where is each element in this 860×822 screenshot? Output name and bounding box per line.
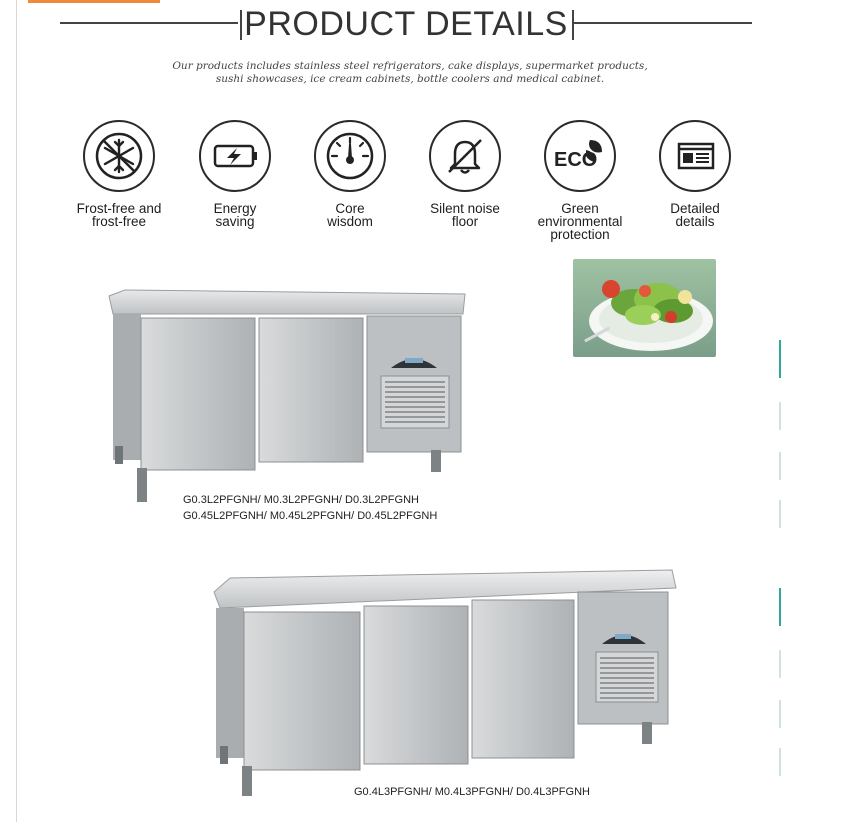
feature-label bbox=[295, 202, 405, 228]
feature-frost-free bbox=[64, 120, 174, 228]
scroll-indicator bbox=[779, 748, 781, 776]
feature-label-line: Core bbox=[335, 201, 365, 216]
feature-label bbox=[525, 202, 635, 241]
intro-text bbox=[160, 60, 660, 86]
feature-label-line: environmental bbox=[537, 214, 623, 229]
feature-label-line: Frost-free and bbox=[76, 201, 162, 216]
gauge-icon bbox=[314, 120, 386, 192]
model-number: G0.45L2PFGNH/ M0.45L2PFGNH/ D0.45L2PFGNH bbox=[183, 510, 438, 522]
feature-label-line: wisdom bbox=[327, 214, 373, 229]
battery-charging-icon bbox=[199, 120, 271, 192]
feature-label-line: Green bbox=[561, 201, 599, 216]
three-door-undercounter-fridge bbox=[210, 566, 680, 798]
document-details-icon bbox=[659, 120, 731, 192]
feature-label bbox=[640, 202, 750, 228]
feature-label-line: floor bbox=[451, 214, 479, 229]
left-border bbox=[16, 0, 17, 822]
svg-text:ECO: ECO bbox=[554, 149, 598, 171]
feature-label-line: Silent noise bbox=[430, 201, 500, 216]
title-tick-right bbox=[572, 10, 574, 40]
snowflake-prohibited-icon bbox=[83, 120, 155, 192]
model-number: G0.3L2PFGNH/ M0.3L2PFGNH/ D0.3L2PFGNH bbox=[183, 494, 419, 506]
title-rule-right bbox=[574, 22, 752, 24]
feature-energy-saving bbox=[180, 120, 290, 228]
feature-label-line: Detailed bbox=[670, 201, 720, 216]
two-door-undercounter-fridge bbox=[105, 288, 470, 506]
feature-label bbox=[64, 202, 174, 228]
muted-bell-icon bbox=[429, 120, 501, 192]
feature-label-line: saving bbox=[215, 214, 255, 229]
feature-label-line: frost-free bbox=[91, 214, 146, 229]
scroll-indicator bbox=[779, 588, 781, 626]
salad-plate-photo bbox=[573, 259, 716, 357]
top-accent-bar bbox=[28, 0, 160, 3]
scroll-indicator bbox=[779, 452, 781, 480]
feature-silent-noise bbox=[410, 120, 520, 228]
feature-label bbox=[180, 202, 290, 228]
feature-core-wisdom bbox=[295, 120, 405, 228]
feature-label-line: details bbox=[675, 214, 715, 229]
model-list bbox=[183, 492, 437, 524]
section-header bbox=[60, 4, 752, 44]
feature-detailed-details bbox=[640, 120, 750, 228]
scroll-indicator bbox=[779, 340, 781, 378]
model-list bbox=[354, 784, 590, 800]
feature-label-line: Energy bbox=[213, 201, 257, 216]
intro-line: Our products includes stainless steel refrigerators, cake displays, supermarket products, bbox=[172, 60, 648, 72]
feature-green-protection bbox=[525, 120, 635, 241]
feature-label-line: protection bbox=[550, 227, 610, 242]
page-title: PRODUCT DETAILS bbox=[244, 5, 568, 43]
eco-leaf-icon bbox=[544, 120, 616, 192]
feature-label bbox=[410, 202, 520, 228]
intro-line: sushi showcases, ice cream cabinets, bottle coolers and medical cabinet. bbox=[215, 73, 605, 85]
scroll-indicator bbox=[779, 650, 781, 678]
scroll-indicator bbox=[779, 700, 781, 728]
scroll-indicator bbox=[779, 500, 781, 528]
model-number: G0.4L3PFGNH/ M0.4L3PFGNH/ D0.4L3PFGNH bbox=[354, 786, 590, 798]
scroll-indicator bbox=[779, 402, 781, 430]
